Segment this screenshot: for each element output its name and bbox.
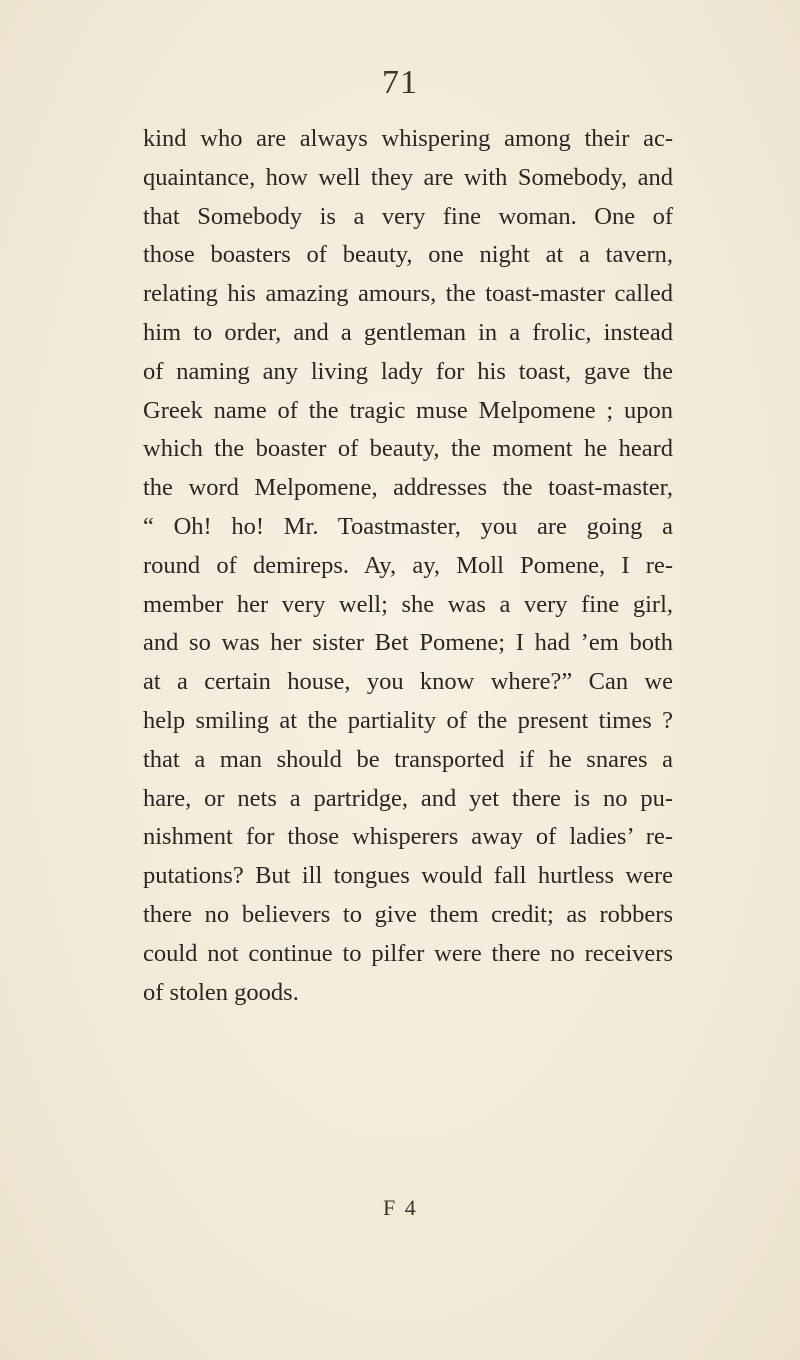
text-line: “ Oh! ho! Mr. Toastmaster, you are going a: [143, 512, 673, 540]
text-line: member her very well; she was a very fine girl,: [143, 590, 673, 618]
text-line: hare, or nets a partridge, and yet there is no pu-: [143, 784, 673, 812]
text-line: at a certain house, you know where?” Can we: [143, 668, 673, 696]
text-line: nishment for those whisperers away of ladies’ re-: [143, 823, 673, 851]
text-line: that a man should be transported if he snares a: [143, 745, 673, 773]
text-line: quaintance, how well they are with Somebody, and: [143, 163, 673, 191]
page-number: 71: [382, 64, 418, 101]
text-line: of naming any living lady for his toast, gave the: [143, 357, 673, 385]
text-line: kind who are always whispering among their ac-: [143, 125, 673, 152]
text-line: relating his amazing amours, the toast-master called: [143, 280, 673, 308]
text-line: of stolen goods.: [143, 978, 299, 1006]
text-line: and so was her sister Bet Pomene; I had ’em both: [143, 629, 673, 657]
signature-mark: F 4: [383, 1195, 418, 1220]
text-line: which the boaster of beauty, the moment he heard: [143, 435, 673, 463]
text-line: him to order, and a gentleman in a frolic, instead: [143, 318, 673, 346]
text-line: that Somebody is a very fine woman. One of: [143, 202, 673, 230]
text-line: Greek name of the tragic muse Melpomene ; upon: [143, 396, 673, 424]
text-line: putations? But ill tongues would fall hurtless were: [143, 862, 673, 890]
body-text: [143, 120, 673, 1012]
text-line: could not continue to pilfer were there no receivers: [143, 939, 673, 967]
text-line: those boasters of beauty, one night at a tavern,: [143, 241, 673, 269]
text-line: help smiling at the partiality of the present times ?: [143, 706, 673, 734]
text-line: the word Melpomene, addresses the toast-master,: [143, 474, 673, 502]
text-line: there no believers to give them credit; as robbers: [143, 900, 673, 928]
text-line: round of demireps. Ay, ay, Moll Pomene, I re-: [143, 551, 673, 579]
